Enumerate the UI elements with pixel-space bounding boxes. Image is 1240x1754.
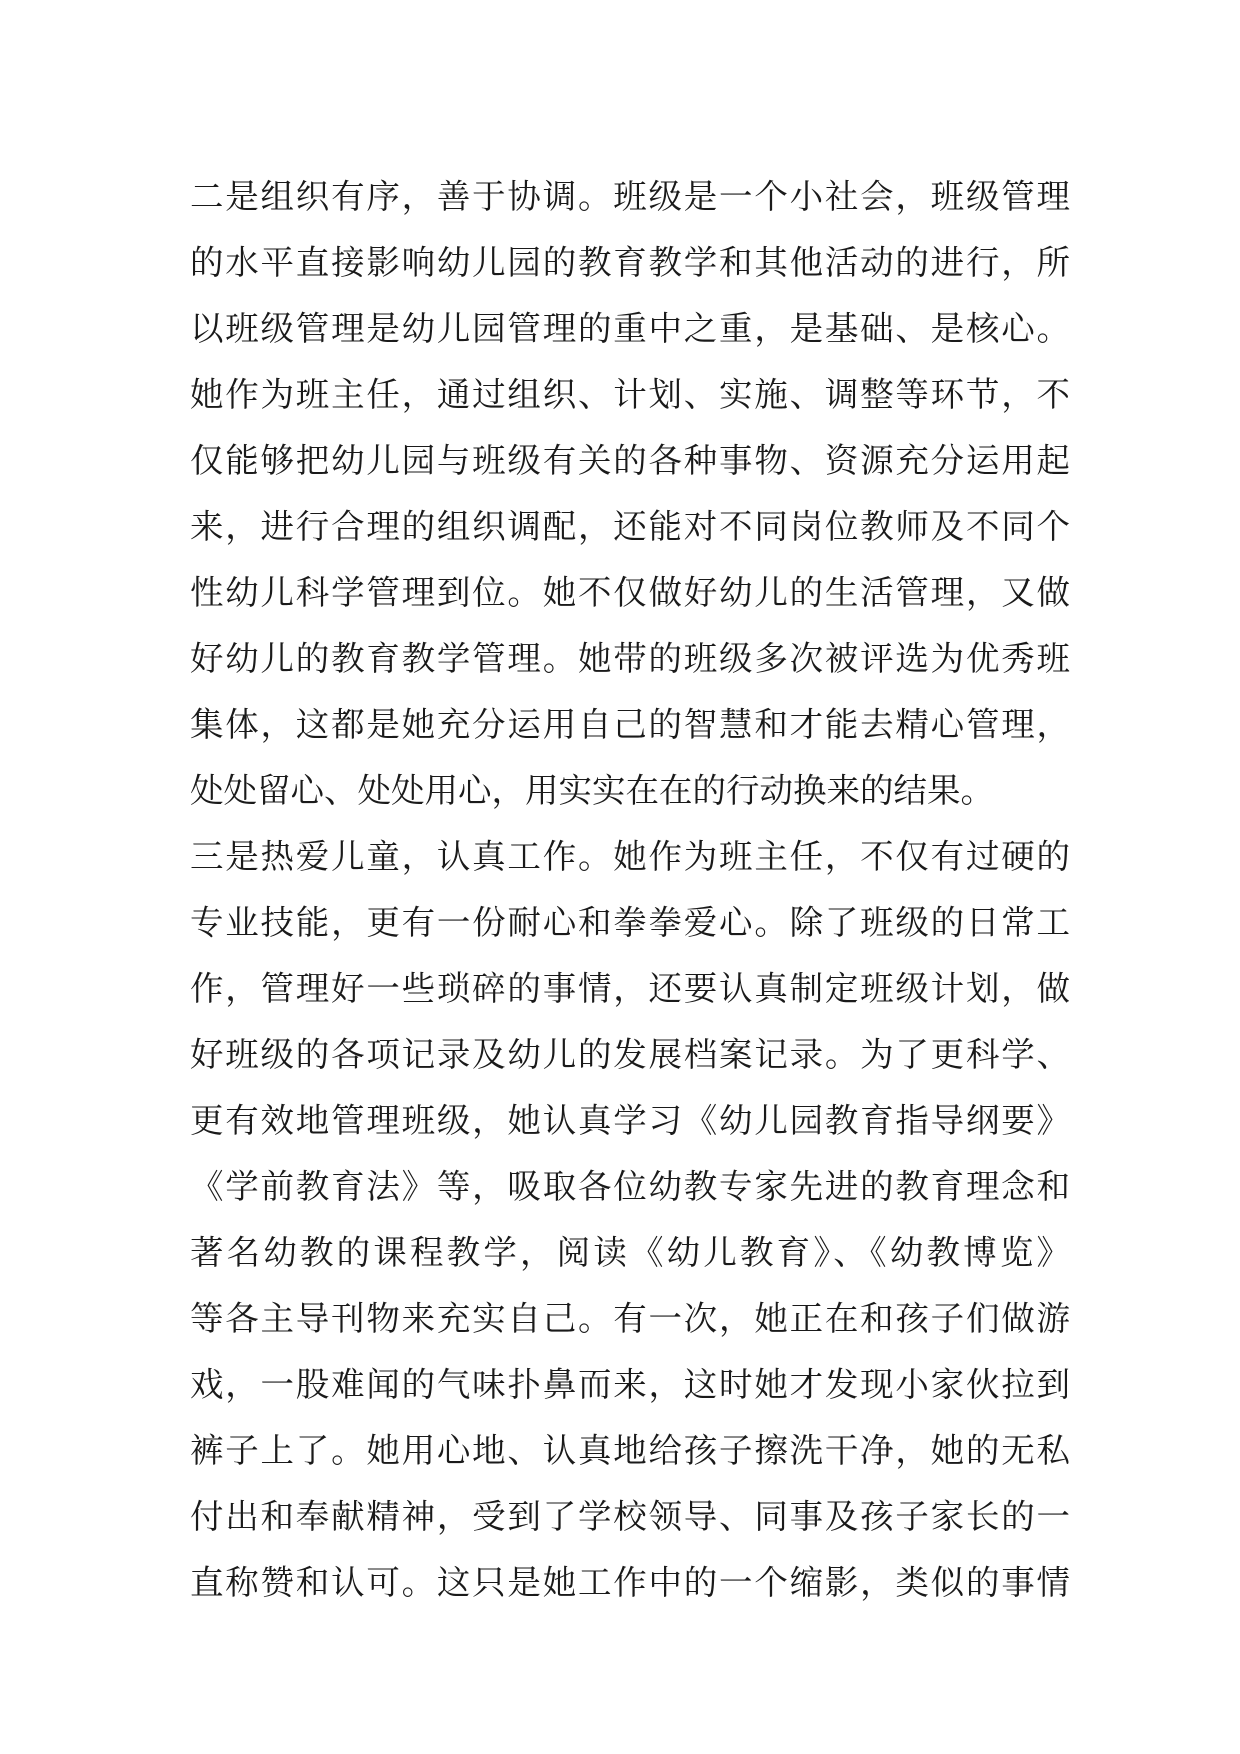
text-line: 集体，这都是她充分运用自己的智慧和才能去精心管理， xyxy=(190,705,1070,744)
text-line: 二是组织有序，善于协调。班级是一个小社会，班级管理 xyxy=(190,177,1070,216)
text-line: 三是热爱儿童，认真工作。她作为班主任，不仅有过硬的 xyxy=(190,837,1070,876)
text-line: 戏，一股难闻的气味扑鼻而来，这时她才发现小家伙拉到 xyxy=(190,1365,1070,1404)
text-line: 来，进行合理的组织调配，还能对不同岗位教师及不同个 xyxy=(190,507,1070,546)
text-line: 直称赞和认可。这只是她工作中的一个缩影，类似的事情 xyxy=(190,1563,1070,1602)
text-line: 作，管理好一些琐碎的事情，还要认真制定班级计划，做 xyxy=(190,969,1070,1008)
text-line: 专业技能，更有一份耐心和拳拳爱心。除了班级的日常工 xyxy=(190,903,1070,942)
text-line: 以班级管理是幼儿园管理的重中之重，是基础、是核心。 xyxy=(190,309,1070,348)
text-line: 更有效地管理班级，她认真学习《幼儿园教育指导纲要》 xyxy=(190,1101,1070,1140)
body-text xyxy=(190,164,1070,1616)
text-line: 的水平直接影响幼儿园的教育教学和其他活动的进行，所 xyxy=(190,243,1070,282)
text-line: 性幼儿科学管理到位。她不仅做好幼儿的生活管理，又做 xyxy=(190,573,1070,612)
text-line: 等各主导刊物来充实自己。有一次，她正在和孩子们做游 xyxy=(190,1299,1070,1338)
text-line: 处处留心、处处用心，用实实在在的行动换来的结果。 xyxy=(190,771,994,810)
text-line: 裤子上了。她用心地、认真地给孩子擦洗干净，她的无私 xyxy=(190,1431,1070,1470)
text-line: 《学前教育法》等，吸取各位幼教专家先进的教育理念和 xyxy=(190,1167,1070,1206)
text-line: 她作为班主任，通过组织、计划、实施、调整等环节，不 xyxy=(190,375,1070,414)
text-line: 仅能够把幼儿园与班级有关的各种事物、资源充分运用起 xyxy=(190,441,1070,480)
text-line: 付出和奉献精神，受到了学校领导、同事及孩子家长的一 xyxy=(190,1497,1070,1536)
text-line: 好班级的各项记录及幼儿的发展档案记录。为了更科学、 xyxy=(190,1035,1070,1074)
text-line: 好幼儿的教育教学管理。她带的班级多次被评选为优秀班 xyxy=(190,639,1070,678)
text-line: 著名幼教的课程教学，阅读《幼儿教育》、《幼教博览》 xyxy=(190,1233,1070,1272)
